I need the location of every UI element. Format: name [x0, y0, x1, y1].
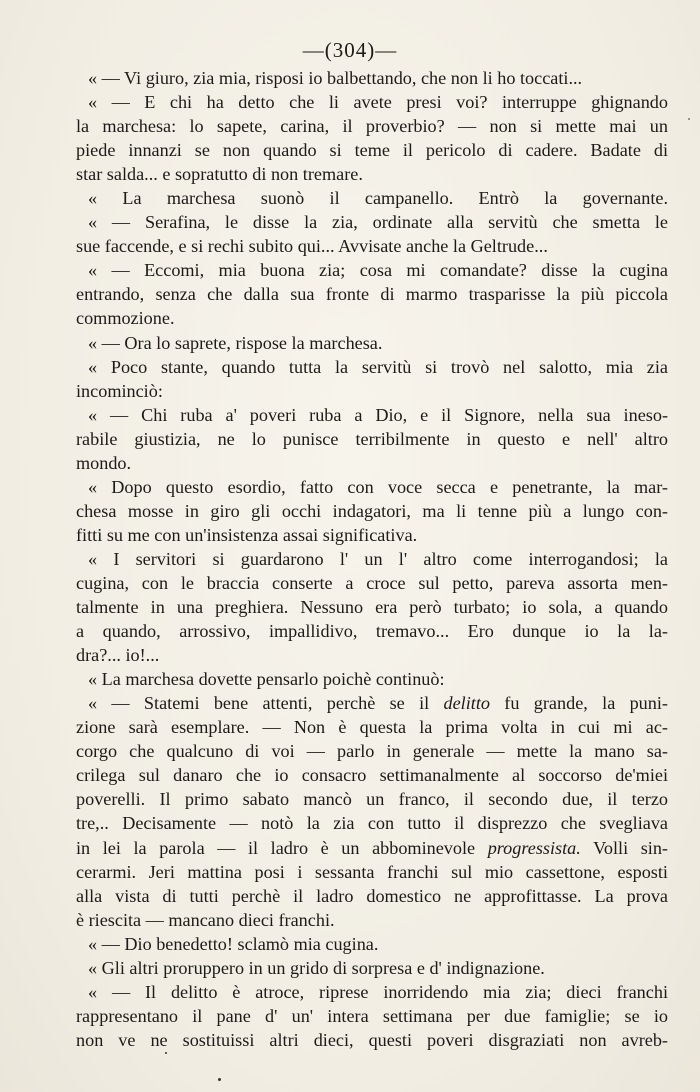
text-line: « — Statemi bene attenti, perchè se il delitto fu grande, la puni-: [88, 693, 668, 714]
text-line: commozione.: [76, 308, 175, 329]
ink-speck: [165, 1052, 167, 1054]
text-line: poverelli. Il primo sabato mancò un franco, il secondo due, il terzo: [76, 789, 668, 810]
text-line: cerarmi. Jeri mattina posi i sessanta franchi sul mio cassettone, esposti: [76, 861, 668, 882]
text-line: non ve ne sostituissi altri dieci, questi poveri disgraziati non avreb-: [76, 1029, 668, 1050]
text-line: « — Chi ruba a' poveri ruba a Dio, e il Signore, nella sua ineso-: [88, 404, 668, 425]
page-number: —(304)—: [302, 38, 398, 62]
text-line: « La marchesa suonò il campanello. Entrò la governante.: [88, 188, 668, 209]
text-line: « — Ora lo saprete, rispose la marchesa.: [88, 332, 383, 353]
text-line: rabile giustizia, ne lo punisce terribilmente in questo e nell' altro: [76, 428, 668, 449]
ink-speck: [218, 1078, 221, 1081]
text-line: cugina, con le braccia conserte a croce sul petto, pareva assorta men-: [76, 572, 668, 593]
text-line: crilega sul danaro che io consacro settimanalmente al soccorso de'miei: [76, 765, 668, 786]
text-line: « Gli altri proruppero in un grido di sorpresa e d' indignazione.: [88, 957, 545, 978]
italic-word: delitto: [443, 693, 490, 714]
text-line: mondo.: [76, 452, 132, 473]
text-line: tre,.. Decisamente — notò la zia con tutto il disprezzo che svegliava: [76, 813, 668, 834]
text-line: piede innanzi se non quando si teme il pericolo di cadere. Badate di: [76, 140, 668, 161]
text-line: sue faccende, e si rechi subito qui... Avvisate anche la Geltrude...: [76, 236, 548, 257]
text-line: chesa mosse in giro gli occhi indagatori, ma li tenne più a lungo con-: [76, 500, 668, 521]
text-line: « — Serafina, le disse la zia, ordinate alla servitù che smetta le: [88, 212, 668, 233]
text-line: « — E chi ha detto che li avete presi voi? interruppe ghignando: [88, 92, 668, 113]
page-body-text: [76, 66, 668, 1052]
text-line: zione sarà esemplare. — Non è questa la prima volta in cui mi ac-: [76, 717, 668, 738]
text-line: è riescita — mancano dieci franchi.: [76, 909, 335, 930]
text-line: « — Dio benedetto! sclamò mia cugina.: [88, 933, 379, 954]
text-line: « Dopo questo esordio, fatto con voce secca e penetrante, la mar-: [88, 476, 668, 497]
text-line: incominciò:: [76, 380, 163, 401]
text-line: « — Eccomi, mia buona zia; cosa mi comandate? disse la cugina: [88, 260, 668, 281]
text-line: dra?... io!...: [76, 645, 160, 666]
text-line: la marchesa: lo sapete, carina, il proverbio? — non si mette mai un: [76, 116, 668, 137]
text-line: in lei la parola — il ladro è un abbominevole progressista. Volli sin-: [76, 837, 668, 858]
text-line: a quando, arrossivo, impallidivo, tremavo... Ero dunque io la la-: [76, 621, 668, 642]
ink-speck: [688, 118, 690, 120]
text-line: fitti su me con un'insistenza assai significativa.: [76, 524, 418, 545]
text-line: talmente in una preghiera. Nessuno era però turbato; io sola, a quando: [76, 597, 668, 618]
italic-word: progressista.: [487, 837, 581, 858]
text-line: entrando, senza che dalla sua fronte di marmo trasparisse la più piccola: [76, 284, 668, 305]
text-line: star salda... e sopratutto di non tremare.: [76, 164, 363, 185]
text-line: alla vista di tutti perchè il ladro domestico ne approfittasse. La prova: [76, 885, 668, 906]
text-line: « Poco stante, quando tutta la servitù si trovò nel salotto, mia zia: [88, 356, 668, 377]
text-line: corgo che qualcuno di voi — parlo in generale — mette la mano sa-: [76, 741, 668, 762]
text-line: « — Il delitto è atroce, riprese inorridendo mia zia; dieci franchi: [88, 981, 668, 1002]
text-line: « I servitori si guardarono l' un l' altro come interrogandosi; la: [88, 548, 668, 569]
text-line: « La marchesa dovette pensarlo poichè continuò:: [88, 669, 445, 690]
text-line: « — Vi giuro, zia mia, risposi io balbettando, che non li ho toccati...: [88, 68, 583, 88]
text-line: rappresentano il pane d' un' intera settimana per due famiglie; se io: [76, 1005, 668, 1026]
